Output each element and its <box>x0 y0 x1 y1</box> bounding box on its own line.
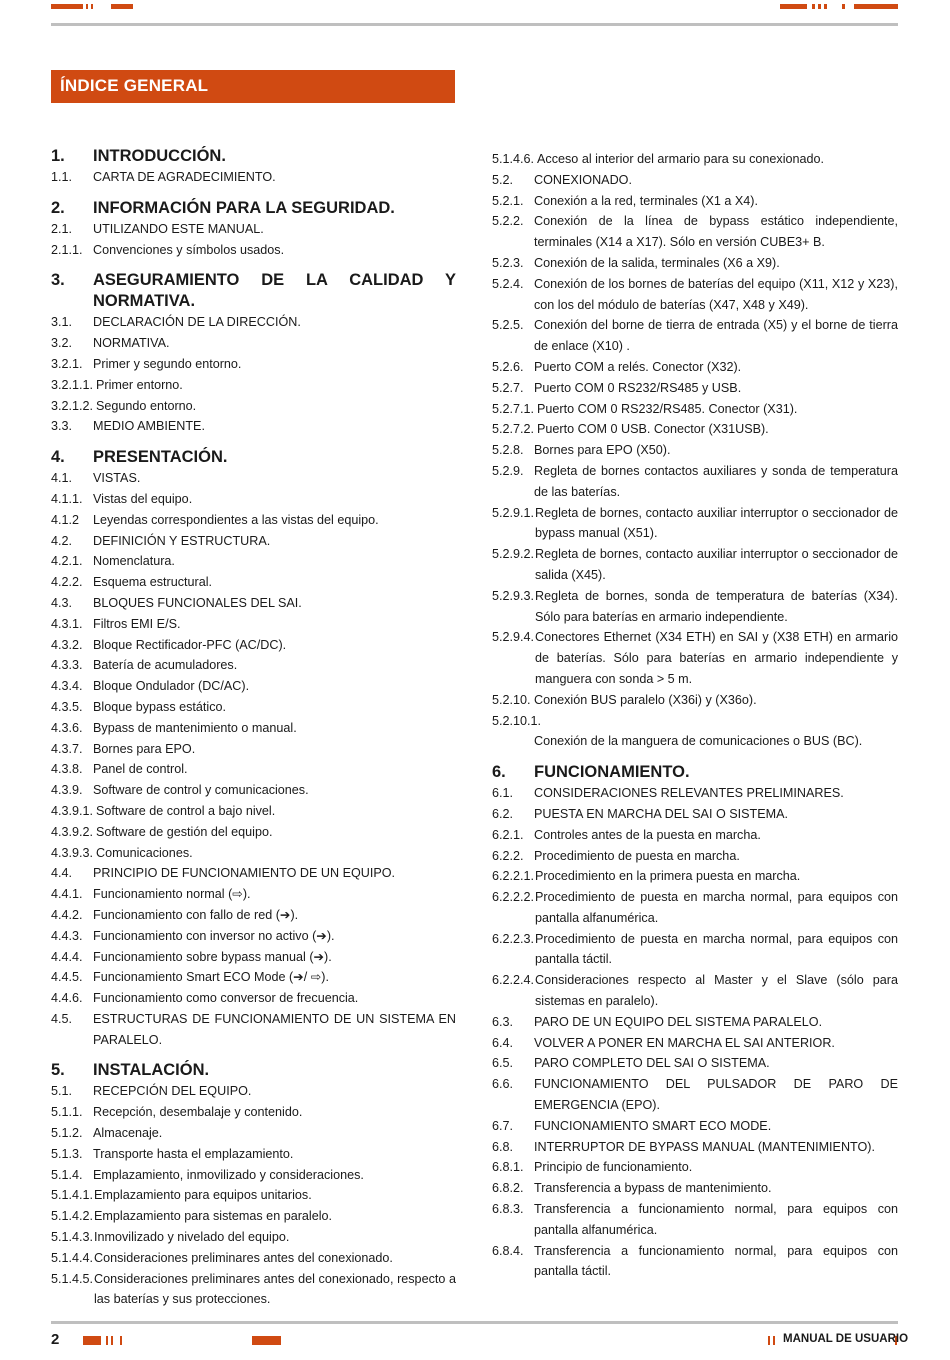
toc-entry[interactable] <box>492 191 898 212</box>
toc-entry-number: 5.2.7. <box>492 380 524 395</box>
toc-entry-number: 6.8.4. <box>492 1243 524 1258</box>
toc-entry-number: 4.4.3. <box>51 928 83 943</box>
banner-title: ÍNDICE GENERAL <box>60 76 209 95</box>
toc-entry-number: 6.1. <box>492 786 514 801</box>
toc-entry-text: FUNCIONAMIENTO DEL PULSADOR DE PARO DE EMERGENCIA (EPO). <box>534 1077 898 1113</box>
toc-entry[interactable] <box>51 375 456 396</box>
top-rule <box>51 23 898 26</box>
toc-entry-number: 5. <box>51 1061 65 1080</box>
toc-entry[interactable] <box>492 315 898 357</box>
toc-entry-number: 5.1. <box>51 1084 73 1099</box>
toc-entry[interactable] <box>492 690 898 711</box>
toc-entry-number: 5.2.2. <box>492 214 524 229</box>
toc-entry-text: PARO COMPLETO DEL SAI O SISTEMA. <box>534 1056 770 1071</box>
toc-entry[interactable] <box>492 929 898 971</box>
toc-entry[interactable] <box>492 503 898 545</box>
toc-entry-number: 6.2. <box>492 806 514 821</box>
toc-entry[interactable] <box>492 586 898 628</box>
toc-entry[interactable] <box>51 1081 456 1102</box>
toc-entry-number: 5.1.4.6. <box>492 152 535 166</box>
toc-entry-text: FUNCIONAMIENTO SMART ECO MODE. <box>534 1118 772 1133</box>
toc-heading[interactable] <box>492 762 898 783</box>
toc-entry-text: DECLARACIÓN DE LA DIRECCIÓN. <box>93 315 301 330</box>
toc-entry-text: CONSIDERACIONES RELEVANTES PRELIMINARES. <box>534 786 844 801</box>
toc-entry-number: 5.1.4.1. <box>51 1188 94 1203</box>
toc-entry[interactable] <box>51 468 456 489</box>
toc-entry-text: Puerto COM a relés. Conector (X32). <box>534 359 742 374</box>
toc-entry-number: 6.2.2.4. <box>492 973 535 988</box>
toc-entry[interactable] <box>51 219 456 240</box>
toc-entry-number: 2.1.1. <box>51 242 83 257</box>
toc-entry-number: 4.2.2. <box>51 575 83 590</box>
toc-entry[interactable] <box>492 887 898 929</box>
toc-entry-text: PUESTA EN MARCHA DEL SAI O SISTEMA. <box>534 806 789 821</box>
toc-entry[interactable] <box>492 211 898 253</box>
toc-entry[interactable] <box>51 1206 456 1227</box>
page-number: 2 <box>51 1331 60 1348</box>
toc-entry-number: 6.6. <box>492 1077 514 1092</box>
toc-entry-text: Recepción, desembalaje y contenido. <box>93 1105 303 1120</box>
toc-entry[interactable] <box>51 551 456 572</box>
footer-bar <box>83 1336 101 1345</box>
toc-entry-number: 6.2.2.3. <box>492 931 535 946</box>
toc-entry[interactable] <box>51 510 456 531</box>
toc-entry-text: BLOQUES FUNCIONALES DEL SAI. <box>93 595 302 610</box>
toc-entry-number: 5.2.10. <box>492 692 531 707</box>
toc-entry[interactable] <box>492 866 898 887</box>
toc-entry-text: Bloque Ondulador (DC/AC). <box>93 679 250 694</box>
toc-entry-number: 4.4. <box>51 866 73 881</box>
toc-entry[interactable] <box>492 170 898 191</box>
toc-entry-number: 5.1.1. <box>51 1105 83 1120</box>
toc-entry-number: 5.1.2. <box>51 1126 83 1141</box>
footer-manual-label: MANUAL DE USUARIO <box>783 1333 909 1345</box>
toc-entry-text: Funcionamiento sobre bypass manual (➔). <box>93 949 332 964</box>
toc-entry-text: INSTALACIÓN. <box>93 1061 210 1080</box>
toc-entry-number: 4.3.9. <box>51 783 83 798</box>
toc-entry-text: Conexión de los bornes de baterías del equipo (X11, X12 y X23), con los del módulo de baterías (X47, X48 y X49). <box>534 276 898 312</box>
toc-entry-text: Segundo entorno. <box>96 398 197 413</box>
toc-entry-text: Bornes para EPO (X50). <box>534 443 671 458</box>
header-tick <box>818 4 821 9</box>
toc-entry-text: PARO DE UN EQUIPO DEL SISTEMA PARALELO. <box>534 1014 823 1029</box>
header-bar-left-2 <box>111 4 133 9</box>
toc-entry[interactable] <box>51 240 456 261</box>
toc-entry-text: Funcionamiento con inversor no activo (➔). <box>93 928 335 943</box>
toc-entry[interactable] <box>51 1009 456 1051</box>
toc-entry-text: FUNCIONAMIENTO. <box>534 763 690 782</box>
header-tick <box>86 4 88 9</box>
toc-entry-text: Conexión de la salida, terminales (X6 a X9). <box>534 255 780 270</box>
toc-entry-number: 6.7. <box>492 1118 514 1133</box>
toc-entry-number: 1. <box>51 147 65 165</box>
toc-entry-text <box>541 711 898 732</box>
toc-entry-text: INTRODUCCIÓN. <box>93 147 226 165</box>
toc-entry-text: Emplazamiento, inmovilizado y consideraciones. <box>93 1167 364 1182</box>
toc-entry-number: 6.8.3. <box>492 1202 524 1217</box>
toc-entry-text: Almacenaje. <box>93 1126 163 1141</box>
toc-entry-text: Transporte hasta el emplazamiento. <box>93 1146 294 1161</box>
toc-entry[interactable] <box>492 783 898 804</box>
toc-entry-text: Leyendas correspondientes a las vistas del equipo. <box>93 512 379 527</box>
toc-entry-text: Puerto COM 0 RS232/RS485. Conector (X31). <box>537 401 798 416</box>
toc-entry-text: Primer entorno. <box>96 377 183 392</box>
footer-tick <box>768 1336 770 1345</box>
toc-entry-number: 5.1.4.2. <box>51 1209 94 1224</box>
toc-entry[interactable] <box>51 416 456 437</box>
toc-entry-text: Consideraciones respecto al Master y el Slave (sólo para sistemas en paralelo). <box>535 973 898 1009</box>
toc-entry[interactable] <box>51 1185 456 1206</box>
toc-entry[interactable] <box>492 357 898 378</box>
toc-entry-number: 5.2.9.1. <box>492 505 535 520</box>
toc-entry-text: Procedimiento de puesta en marcha normal, para equipos con pantalla táctil. <box>535 931 898 967</box>
toc-right-column <box>492 149 898 1282</box>
toc-entry[interactable] <box>492 1157 898 1178</box>
toc-entry-number: 4.4.1. <box>51 887 83 902</box>
toc-entry-text: MEDIO AMBIENTE. <box>93 419 205 434</box>
toc-entry[interactable] <box>51 988 456 1009</box>
toc-entry-text: Regleta de bornes, contacto auxiliar interruptor o seccionador de salida (X45). <box>535 547 898 582</box>
toc-entry-text: Acceso al interior del armario para su conexionado. <box>537 152 825 166</box>
toc-entry[interactable] <box>51 947 456 968</box>
bottom-rule <box>51 1321 898 1324</box>
toc-entry-text: Procedimiento de puesta en marcha normal, para equipos con pantalla alfanumérica. <box>535 890 898 925</box>
toc-entry[interactable] <box>51 780 456 801</box>
toc-entry-number: 5.2.9. <box>492 463 524 478</box>
footer-tick <box>120 1336 122 1345</box>
toc-entry[interactable] <box>492 804 898 825</box>
toc-entry-text: CARTA DE AGRADECIMIENTO. <box>93 170 276 184</box>
toc-entry-text: Transferencia a funcionamiento normal, para equipos con pantalla alfanumérica. <box>534 1202 898 1237</box>
header-tick <box>812 4 815 9</box>
toc-entry-number: 6.4. <box>492 1035 514 1050</box>
footer-tick <box>106 1336 108 1345</box>
toc-entry-number: 4.4.5. <box>51 970 83 985</box>
toc-entry-text: Conexión de la manguera de comunicaciones o BUS (BC). <box>534 734 863 749</box>
toc-entry-number: 4.5. <box>51 1011 73 1026</box>
toc-entry[interactable] <box>492 461 898 503</box>
toc-entry-text: Funcionamiento con fallo de red (➔). <box>93 907 299 922</box>
toc-entry-text: Conexión de la línea de bypass estático independiente, terminales (X14 a X17). Sólo en versión CUBE3+ B. <box>534 214 898 250</box>
toc-entry-text: Vistas del equipo. <box>93 491 193 506</box>
toc-entry-number: 5.2. <box>492 172 514 187</box>
toc-entry[interactable] <box>492 399 898 420</box>
toc-entry[interactable] <box>492 253 898 274</box>
toc-entry-text: Bloque Rectificador-PFC (AC/DC). <box>93 637 287 652</box>
toc-entry[interactable] <box>492 1116 898 1137</box>
toc-entry[interactable] <box>492 1033 898 1054</box>
toc-entry-number: 4.1. <box>51 471 73 486</box>
toc-entry-text: VOLVER A PONER EN MARCHA EL SAI ANTERIOR. <box>534 1035 835 1050</box>
toc-entry-text: Funcionamiento normal (⇨). <box>93 887 251 902</box>
footer-bar-center <box>252 1336 281 1345</box>
section-banner <box>51 70 455 103</box>
toc-entry-text: CONEXIONADO. <box>534 172 632 187</box>
toc-entry-text: Conectores Ethernet (X34 ETH) en SAI y (X38 ETH) en armario de baterías. Sólo para baterías en armario independiente y manguera con sonda > 5 m. <box>535 630 898 686</box>
toc-entry-number: 5.2.7.2. <box>492 422 535 437</box>
toc-entry[interactable] <box>492 1012 898 1033</box>
toc-entry-text: Convenciones y símbolos usados. <box>93 242 285 257</box>
toc-entry-number: 6. <box>492 763 506 782</box>
toc-entry-number: 5.2.5. <box>492 318 524 333</box>
toc-entry-number: 4.4.6. <box>51 991 83 1006</box>
toc-entry-number: 6.2.2.1. <box>492 869 535 884</box>
toc-entry-number: 4.3.9.3. <box>51 845 94 860</box>
toc-entry[interactable] <box>492 440 898 461</box>
header-bar-left <box>51 4 83 9</box>
toc-entry-text: Batería de acumuladores. <box>93 658 238 673</box>
toc-entry-text: Regleta de bornes, sonda de temperatura de baterías (X34). Sólo para baterías en armario independiente. <box>535 588 898 624</box>
toc-entry-text: Puerto COM 0 USB. Conector (X31USB). <box>537 422 769 437</box>
header-bar-right <box>780 4 807 9</box>
toc-entry-text: Inmovilizado y nivelado del equipo. <box>94 1230 290 1245</box>
toc-entry-text: RECEPCIÓN DEL EQUIPO. <box>93 1084 252 1099</box>
toc-entry[interactable] <box>51 354 456 375</box>
toc-entry[interactable] <box>51 1144 456 1165</box>
toc-entry[interactable] <box>51 884 456 905</box>
toc-entry-number: 4.3.1. <box>51 616 83 631</box>
toc-entry-number: 4.3.7. <box>51 741 83 756</box>
toc-entry-text: Conexión del borne de tierra de entrada (X5) y el borne de tierra de enlace (X10) . <box>534 318 898 354</box>
toc-entry-text: Comunicaciones. <box>96 845 193 860</box>
toc-entry[interactable] <box>51 697 456 718</box>
toc-heading[interactable] <box>51 447 456 468</box>
toc-entry-text: Emplazamiento para sistemas en paralelo. <box>94 1209 333 1224</box>
toc-entry[interactable] <box>51 759 456 780</box>
toc-entry-number: 3.2.1.2. <box>51 398 94 413</box>
toc-entry-number: 4.3.6. <box>51 720 83 735</box>
toc-entry-text: Consideraciones preliminares antes del conexionado. <box>94 1250 393 1265</box>
toc-entry[interactable] <box>51 1269 456 1311</box>
toc-entry-number: 3. <box>51 271 65 290</box>
toc-entry-number: 4.1.2 <box>51 512 80 527</box>
toc-entry[interactable] <box>492 627 898 689</box>
toc-entry-number: 5.1.3. <box>51 1146 83 1161</box>
toc-entry[interactable] <box>51 167 456 188</box>
toc-entry[interactable] <box>51 801 456 822</box>
header-tick <box>824 4 827 9</box>
toc-entry[interactable] <box>492 149 898 170</box>
toc-entry-text: Procedimiento de puesta en marcha. <box>534 848 740 863</box>
toc-entry-number: 4.2. <box>51 533 73 548</box>
toc-entry-text: Puerto COM 0 RS232/RS485 y USB. <box>534 380 742 395</box>
toc-entry-number: 3.2.1. <box>51 356 83 371</box>
toc-entry-number: 6.8. <box>492 1139 514 1154</box>
toc-entry[interactable] <box>51 863 456 884</box>
toc-entry[interactable] <box>51 531 456 552</box>
toc-heading[interactable] <box>51 146 456 167</box>
toc-entry[interactable] <box>492 1053 898 1074</box>
toc-entry[interactable] <box>51 635 456 656</box>
toc-entry-number: 5.2.4. <box>492 276 524 291</box>
toc-entry-text: NORMATIVA. <box>93 336 170 351</box>
toc-entry[interactable] <box>51 312 456 333</box>
toc-entry-text: ESTRUCTURAS DE FUNCIONAMIENTO DE UN SISTEMA EN PARALELO. <box>93 1011 456 1047</box>
toc-entry-number: 4.3.3. <box>51 658 83 673</box>
toc-entry-number: 5.1.4. <box>51 1167 83 1182</box>
toc-entry[interactable] <box>492 731 898 752</box>
toc-entry[interactable] <box>51 905 456 926</box>
toc-entry-number: 5.2.9.4. <box>492 630 535 645</box>
toc-entry-number: 5.2.7.1. <box>492 401 535 416</box>
toc-left-column <box>51 146 456 1310</box>
toc-entry-text: Regleta de bornes, contacto auxiliar interruptor o seccionador de bypass manual (X51). <box>535 505 898 541</box>
toc-entry-number: 5.1.4.5. <box>51 1271 94 1286</box>
toc-entry[interactable] <box>51 676 456 697</box>
toc-entry[interactable] <box>51 333 456 354</box>
toc-entry-number: 5.1.4.4. <box>51 1250 94 1265</box>
toc-entry-number: 4.3.9.1. <box>51 803 94 818</box>
toc-entry[interactable] <box>51 572 456 593</box>
toc-entry-text: DEFINICIÓN Y ESTRUCTURA. <box>93 533 271 548</box>
toc-entry[interactable] <box>492 544 898 586</box>
toc-entry-text: Controles antes de la puesta en marcha. <box>534 827 761 842</box>
toc-entry-number: 6.8.1. <box>492 1160 524 1175</box>
toc-entry-number: 4.3.4. <box>51 679 83 694</box>
toc-entry-text: Filtros EMI E/S. <box>93 616 181 631</box>
toc-entry[interactable] <box>492 711 898 732</box>
toc-entry-number: 6.5. <box>492 1056 514 1071</box>
toc-entry-number: 2.1. <box>51 221 73 236</box>
toc-entry[interactable] <box>51 1248 456 1269</box>
toc-entry-text: Panel de control. <box>93 762 188 777</box>
toc-entry-number: 4. <box>51 448 65 467</box>
toc-entry-number: 3.2.1.1. <box>51 377 94 392</box>
toc-entry[interactable] <box>492 846 898 867</box>
toc-entry-number: 5.2.9.2. <box>492 547 535 562</box>
toc-entry-number: 6.2.2. <box>492 848 524 863</box>
toc-entry-text: Software de control a bajo nivel. <box>96 803 276 818</box>
toc-entry-number: 3.1. <box>51 315 73 330</box>
toc-entry[interactable] <box>492 1241 898 1283</box>
toc-entry-number: 1.1. <box>51 170 73 184</box>
toc-entry-number: 4.2.1. <box>51 554 83 569</box>
toc-entry[interactable] <box>51 967 456 988</box>
toc-heading[interactable] <box>51 270 456 312</box>
toc-entry-text: Bornes para EPO. <box>93 741 196 756</box>
toc-entry-number: 5.2.9.3. <box>492 588 535 603</box>
toc-entry[interactable] <box>492 970 898 1012</box>
toc-entry-number: 5.2.3. <box>492 255 524 270</box>
toc-entry[interactable] <box>51 1123 456 1144</box>
toc-heading[interactable] <box>51 1060 456 1081</box>
toc-entry-text: Conexión BUS paralelo (X36i) y (X36o). <box>534 692 757 707</box>
toc-entry[interactable] <box>492 1074 898 1116</box>
toc-entry-text: Funcionamiento como conversor de frecuencia. <box>93 991 359 1006</box>
toc-entry-text: Bloque bypass estático. <box>93 699 227 714</box>
header-tick <box>91 4 93 9</box>
toc-entry-text: Conexión a la red, terminales (X1 a X4). <box>534 193 759 208</box>
toc-entry-number: 2. <box>51 198 65 217</box>
toc-entry[interactable] <box>51 739 456 760</box>
toc-entry-text: INTERRUPTOR DE BYPASS MANUAL (MANTENIMIENTO). <box>534 1139 876 1154</box>
toc-entry[interactable] <box>51 489 456 510</box>
toc-entry-number: 4.4.2. <box>51 907 83 922</box>
toc-entry-text: Transferencia a funcionamiento normal, para equipos con pantalla táctil. <box>534 1243 898 1279</box>
toc-entry[interactable] <box>51 926 456 947</box>
toc-entry-number: 6.8.2. <box>492 1181 524 1196</box>
toc-entry-number: 4.3.8. <box>51 762 83 777</box>
toc-entry[interactable] <box>492 378 898 399</box>
toc-entry[interactable] <box>51 1227 456 1248</box>
toc-entry-text: Primer y segundo entorno. <box>93 356 242 371</box>
toc-entry-number: 4.3. <box>51 595 73 610</box>
toc-entry[interactable] <box>51 1165 456 1186</box>
header-bar-right-2 <box>854 4 898 9</box>
toc-entry[interactable] <box>51 822 456 843</box>
toc-entry-text: PRINCIPIO DE FUNCIONAMIENTO DE UN EQUIPO. <box>93 866 396 881</box>
toc-entry-text: INFORMACIÓN PARA LA SEGURIDAD. <box>93 198 395 217</box>
toc-entry[interactable] <box>51 614 456 635</box>
toc-entry-text: Software de gestión del equipo. <box>96 824 273 839</box>
toc-entry-text: Consideraciones preliminares antes del conexionado, respecto a las baterías y sus protecciones. <box>94 1271 456 1307</box>
toc-entry[interactable] <box>51 1102 456 1123</box>
toc-entry-number: 5.2.1. <box>492 193 524 208</box>
toc-entry-number: 6.2.1. <box>492 827 524 842</box>
toc-entry-number: 3.2. <box>51 336 73 351</box>
toc-entry[interactable] <box>492 825 898 846</box>
toc-heading[interactable] <box>51 198 456 219</box>
toc-entry-text: Bypass de mantenimiento o manual. <box>93 720 297 735</box>
toc-entry[interactable] <box>492 1137 898 1158</box>
toc-entry[interactable] <box>492 419 898 440</box>
toc-entry-text: Procedimiento en la primera puesta en marcha. <box>535 869 801 884</box>
toc-entry-text: Esquema estructural. <box>93 575 212 590</box>
toc-entry[interactable] <box>51 718 456 739</box>
toc-entry-text: Funcionamiento Smart ECO Mode (➔/ ⇨). <box>93 970 329 985</box>
toc-entry-number: 4.3.2. <box>51 637 83 652</box>
toc-entry-number: 6.3. <box>492 1014 514 1029</box>
toc-entry-text: VISTAS. <box>93 471 141 486</box>
toc-entry[interactable] <box>492 1199 898 1241</box>
toc-entry-number: 5.2.8. <box>492 443 524 458</box>
toc-entry-text: Regleta de bornes contactos auxiliares y sonda de temperatura de las baterías. <box>534 463 898 499</box>
toc-entry-text: Emplazamiento para equipos unitarios. <box>94 1188 312 1203</box>
toc-entry-number: 4.1.1. <box>51 491 83 506</box>
toc-entry-number: 4.3.5. <box>51 699 83 714</box>
toc-entry-number: 4.3.9.2. <box>51 824 94 839</box>
toc-entry-text: Transferencia a bypass de mantenimiento. <box>534 1181 772 1196</box>
toc-entry-text: Nomenclatura. <box>93 554 175 569</box>
footer-tick <box>773 1336 775 1345</box>
toc-entry-text: ASEGURAMIENTO DE LA CALIDAD Y NORMATIVA. <box>93 271 456 311</box>
toc-entry-text: UTILIZANDO ESTE MANUAL. <box>93 221 264 236</box>
toc-entry[interactable] <box>51 655 456 676</box>
toc-entry-number: 5.2.10.1. <box>492 713 542 728</box>
toc-entry[interactable] <box>51 843 456 864</box>
toc-entry-number: 4.4.4. <box>51 949 83 964</box>
toc-entry[interactable] <box>492 274 898 316</box>
toc-entry-number: 3.3. <box>51 419 73 434</box>
toc-entry[interactable] <box>51 593 456 614</box>
toc-entry-number: 5.1.4.3. <box>51 1230 94 1245</box>
footer-tick <box>111 1336 113 1345</box>
toc-entry-text: PRESENTACIÓN. <box>93 448 228 467</box>
toc-entry-text: Software de control y comunicaciones. <box>93 783 309 798</box>
header-tick <box>842 4 845 9</box>
toc-entry[interactable] <box>51 396 456 417</box>
toc-entry-number: 6.2.2.2. <box>492 890 535 905</box>
toc-entry[interactable] <box>492 1178 898 1199</box>
toc-entry-number <box>492 731 534 752</box>
toc-entry-number: 5.2.6. <box>492 359 524 374</box>
toc-entry-text: Principio de funcionamiento. <box>534 1160 693 1175</box>
